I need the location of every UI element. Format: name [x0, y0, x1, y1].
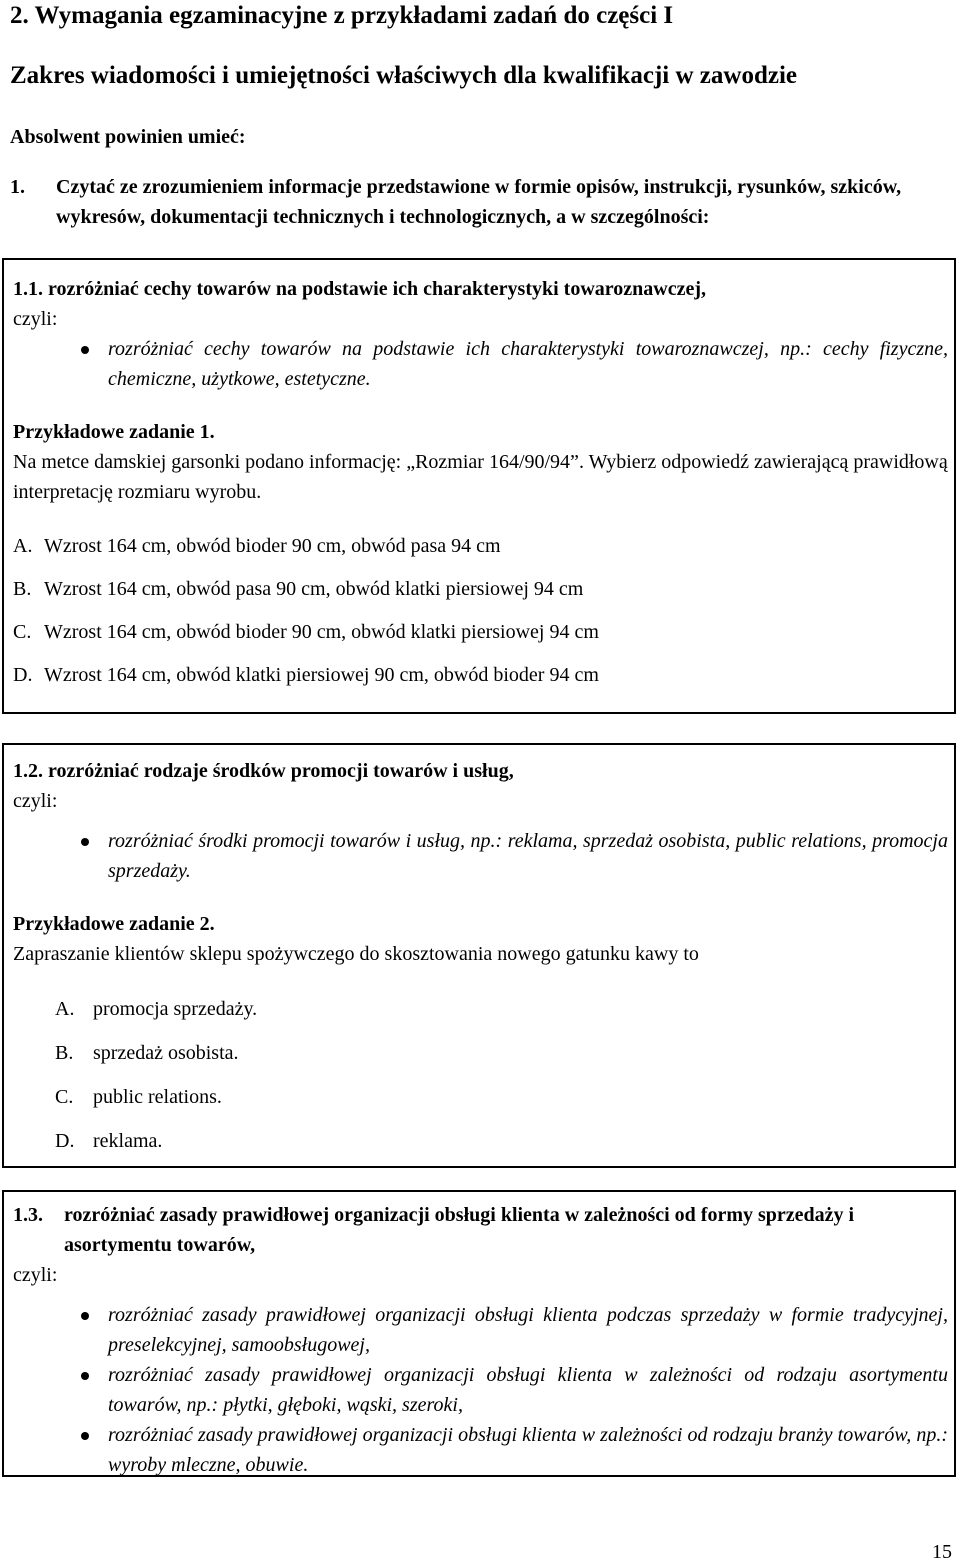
bullet-icon	[81, 1372, 89, 1380]
task-text: Zapraszanie klientów sklepu spożywczego do skosztowania nowego gatunku kawy to	[13, 943, 699, 965]
absolwent-intro: Absolwent powinien umieć:	[10, 126, 246, 148]
section-1-3-box	[2, 1190, 956, 1477]
point-text: Czytać ze zrozumieniem informacje przedstawione w formie opisów, instrukcji, rysunków, szkiców, wykresów, dokumentacji technicznych i technologicznych, a w szczególności:	[56, 176, 902, 228]
requirement-point-1	[10, 172, 910, 232]
bullet-item: rozróżniać zasady prawidłowej organizacji obsługi klienta podczas sprzedaży w formie tradycyjnej, preselekcyjnej, samoobsługowej,	[13, 1300, 948, 1360]
answer-option: A. promocja sprzedaży.	[55, 998, 258, 1020]
section-number: 1.3.	[13, 1204, 43, 1226]
answer-option: A. Wzrost 164 cm, obwód bioder 90 cm, obwód pasa 94 cm	[13, 535, 501, 557]
bullet-item: rozróżniać cechy towarów na podstawie ich charakterystyki towaroznawczej, np.: cechy fizyczne, chemiczne, użytkowe, estetyczne.	[13, 334, 948, 394]
page-heading: 2. Wymagania egzaminacyjne z przykładami zadań do części I	[10, 2, 674, 29]
answer-option: D. Wzrost 164 cm, obwód klatki piersiowej 90 cm, obwód bioder 94 cm	[13, 664, 599, 686]
bullet-item: rozróżniać zasady prawidłowej organizacji obsługi klienta w zależności od rodzaju asortymentu towarów, np.: płytki, głęboki, wąski, szeroki,	[13, 1360, 948, 1420]
page-number: 15	[932, 1541, 952, 1563]
czyli-label: czyli:	[13, 1264, 58, 1286]
bullet-icon	[81, 1432, 89, 1440]
answer-option: B. sprzedaż osobista.	[55, 1042, 239, 1064]
czyli-label: czyli:	[13, 308, 58, 330]
section-title-text: rozróżniać zasady prawidłowej organizacji obsługi klienta w zależności od formy sprzedaży i asortymentu towarów,	[64, 1204, 855, 1256]
section-title: 1.1. rozróżniać cechy towarów na podstawie ich charakterystyki towaroznawczej,	[13, 278, 707, 300]
bullet-list	[13, 1300, 948, 1480]
bullet-item: rozróżniać środki promocji towarów i usług, np.: reklama, sprzedaż osobista, public relations, promocja sprzedaży.	[13, 826, 948, 886]
answer-option: C. public relations.	[55, 1086, 222, 1108]
section-1-1-box	[2, 258, 956, 714]
bullet-icon	[81, 1312, 89, 1320]
task-title: Przykładowe zadanie 1.	[13, 421, 215, 443]
section-title	[13, 1200, 948, 1260]
task-title: Przykładowe zadanie 2.	[13, 913, 215, 935]
section-1-2-box	[2, 743, 956, 1168]
bullet-icon	[81, 346, 89, 354]
answer-options	[13, 531, 948, 690]
answer-option: C. Wzrost 164 cm, obwód bioder 90 cm, obwód klatki piersiowej 94 cm	[13, 621, 599, 643]
answer-options	[13, 994, 948, 1156]
task-text: Na metce damskiej garsonki podano informację: „Rozmiar 164/90/94”. Wybierz odpowiedź zawierającą prawidłową interpretację rozmiaru wyrobu.	[13, 451, 948, 503]
answer-option: B. Wzrost 164 cm, obwód pasa 90 cm, obwód klatki piersiowej 94 cm	[13, 578, 584, 600]
bullet-list	[13, 826, 948, 886]
bullet-item: rozróżniać zasady prawidłowej organizacji obsługi klienta w zależności od rodzaju branży towarów, np.: wyroby mleczne, obuwie.	[13, 1420, 948, 1480]
answer-option: D. reklama.	[55, 1130, 163, 1152]
section-title: 1.2. rozróżniać rodzaje środków promocji towarów i usług,	[13, 760, 514, 782]
czyli-label: czyli:	[13, 790, 58, 812]
qualification-subheading: Zakres wiadomości i umiejętności właściwych dla kwalifikacji w zawodzie	[10, 62, 797, 89]
point-number: 1.	[10, 176, 25, 198]
bullet-list	[13, 334, 948, 394]
bullet-icon	[81, 838, 89, 846]
